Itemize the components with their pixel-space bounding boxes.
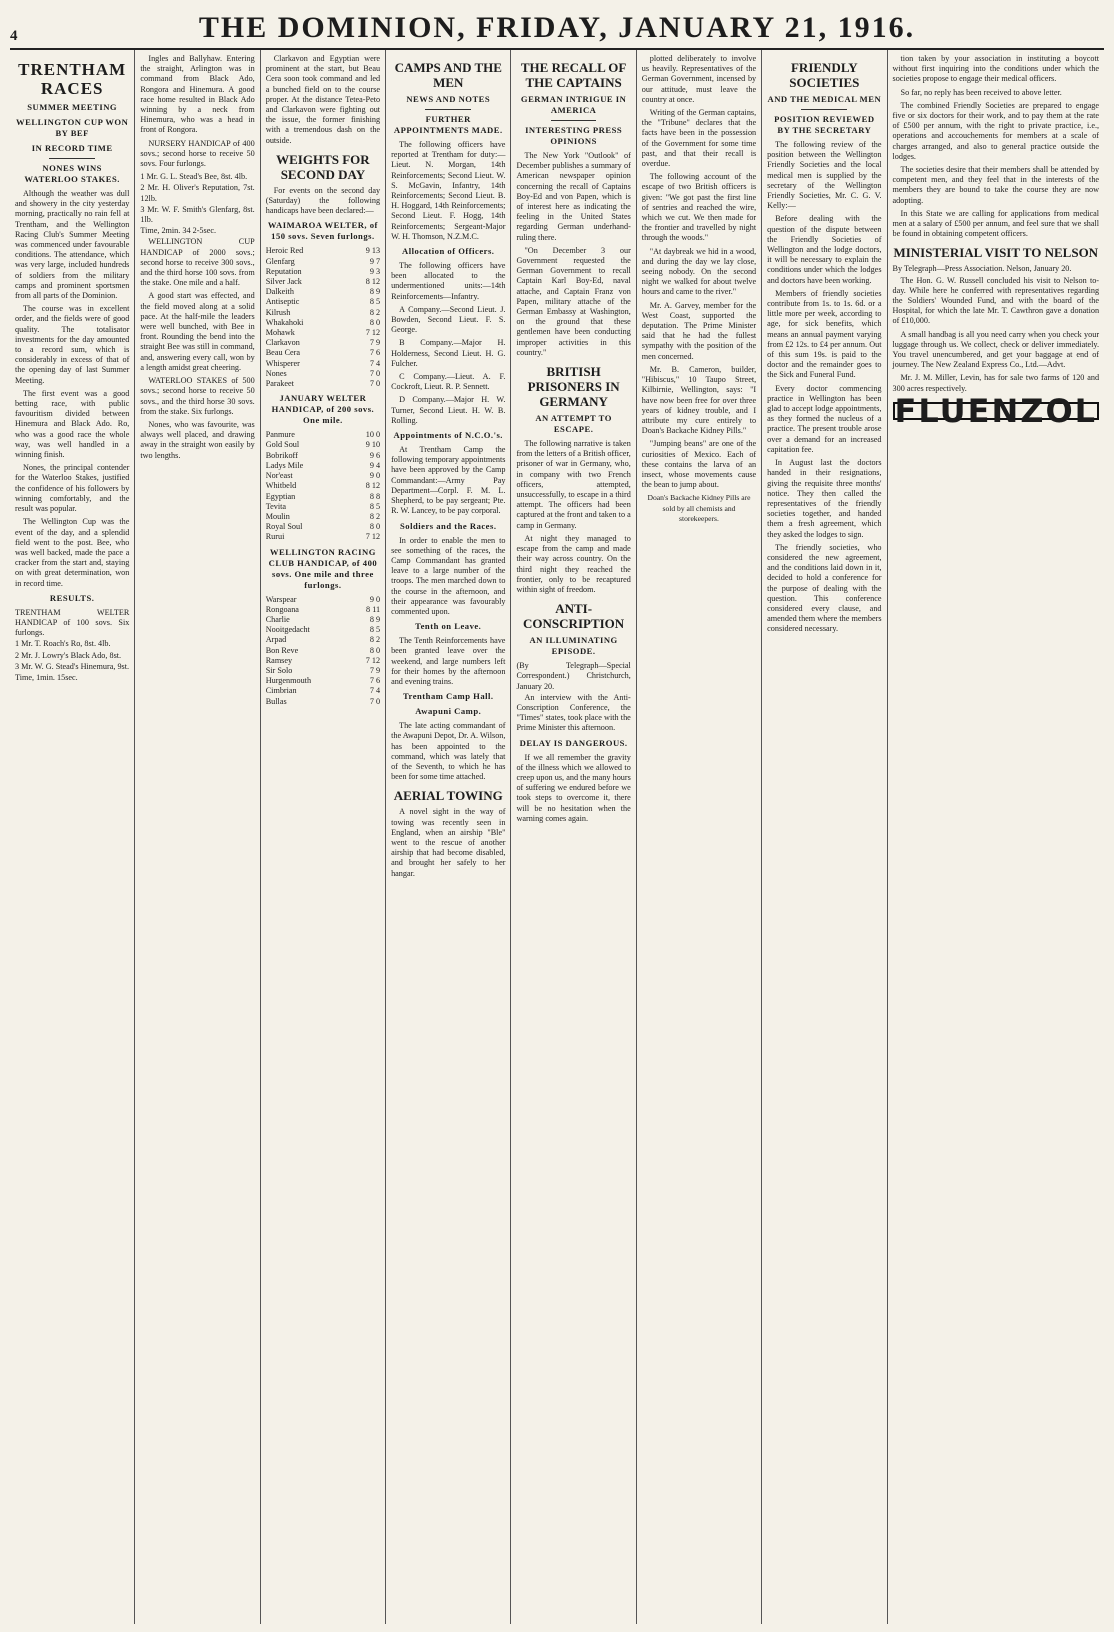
article-paragraph: The combined Friendly Societies are prepared to engage five or six doctors for their work, and to pay them at the rate of £500 per annum, with the right to private practice, i.e., operations and accouchements for members at a scale of charges arranged, and also to general practice outside the lodges. bbox=[892, 100, 1100, 161]
subhead: GERMAN INTRIGUE IN AMERICA bbox=[520, 94, 627, 115]
article-paragraph: So far, no reply has been received to above letter. bbox=[900, 87, 1062, 97]
weight-entry bbox=[266, 502, 380, 512]
weight-entry bbox=[266, 512, 380, 522]
column-2 bbox=[135, 50, 260, 1624]
article-paragraph: The following officers have reported at Trentham for duty:—Lieut. N. Morgan, 14th Reinforcements; Second Lieut. W. S. McGavin, Infantry, 14th Reinforcements; Second Lieut. B. H. Hoggard, 14th Reinforcements; Second Lieut. F. Hogg, 14th Reinforcements; Sergeant-Major W. H. Thomson, N.Z.M.C. bbox=[391, 140, 506, 241]
article-paragraph: The friendly societies, who considered the new agreement, and the conditions laid down in it, decided to hold a conference for the purpose of dealing with the question. This conference considered every clause, and amended them where the members considered necessary. bbox=[767, 542, 882, 634]
weight-entry bbox=[266, 666, 380, 676]
horse-name: Ladys Mile bbox=[265, 460, 304, 470]
horse-weight: 8 2 bbox=[369, 635, 381, 645]
horse-name: Glenfarg bbox=[265, 256, 295, 266]
weights-list bbox=[266, 246, 380, 389]
article-paragraph: The Wellington Cup was the event of the day, and a splendid field went to the post. Bee, who was well backed, made the pace a cracker from the start and, staying on with great determination, won in record time. bbox=[15, 517, 130, 588]
section-heading: Tenth on Leave. bbox=[415, 621, 482, 632]
article-paragraph: Ingles and Ballyhaw. Entering the straight, Arlington was in command from Black Ado, Rongora and Hinemura. A good race home resulted in Black Ado winning by a neck from Hinemura, who was a head in front of Rongora. bbox=[140, 54, 255, 135]
result-line: 1 Mr. T. Roach's Ro, 8st. 4lb. bbox=[15, 639, 111, 649]
horse-name: Egyptian bbox=[265, 491, 296, 501]
headline-prisoners: BRITISH PRISONERS IN GERMANY bbox=[527, 364, 620, 410]
weight-entry bbox=[266, 308, 380, 318]
horse-name: Hurgenmouth bbox=[265, 676, 312, 686]
horse-name: Sir Solo bbox=[265, 665, 293, 675]
article-paragraph: Clarkavon and Egyptian were prominent at the start, but Beau Cera soon took command and led a bunched field on to the course proper. At the distance Tetea-Peto and Clarkavon were fighting out the issue, the former finishing with a tremendous dash on the outside. bbox=[265, 54, 381, 145]
horse-name: Ramsey bbox=[265, 655, 293, 665]
horse-name: Moulin bbox=[265, 511, 290, 521]
horse-weight: 7 12 bbox=[365, 328, 381, 338]
horse-weight: 9 7 bbox=[369, 256, 381, 266]
article-paragraph: In this State we are calling for applications from medical men at a salary of £500 per annum, and feel sure that we shall be found in obtaining competent officers. bbox=[892, 208, 1100, 239]
section-heading: Allocation of Officers. bbox=[402, 246, 495, 257]
subhead: NEWS AND NOTES bbox=[406, 94, 491, 104]
weight-entry bbox=[266, 267, 380, 277]
column-4 bbox=[386, 50, 511, 1624]
horse-weight: 7 12 bbox=[365, 532, 381, 542]
column-7 bbox=[762, 50, 887, 1624]
weight-entry bbox=[266, 348, 380, 358]
horse-name: Clarkavon bbox=[265, 338, 300, 348]
article-paragraph: C Company.—Lieut. A. F. Cockroft, Lieut. R. P. Sennett. bbox=[391, 372, 506, 392]
horse-name: Nooitgedacht bbox=[265, 625, 310, 635]
article-paragraph: "On December 3 our Government requested the German Government to recall Captain Karl Boy-Ed, naval attache, and Captain Franz von Papen, military attache of the German Embassy at Washington, on the ground that these gentlemen have been conducting improper activities in this country." bbox=[516, 245, 631, 357]
weight-entry bbox=[266, 277, 380, 287]
horse-weight: 9 13 bbox=[365, 246, 381, 256]
page-number: 4 bbox=[10, 28, 18, 44]
result-line: 2 Mr. H. Oliver's Reputation, 7st. 12lb. bbox=[140, 183, 255, 203]
columns bbox=[10, 50, 1104, 1624]
section-heading: Trentham Camp Hall. bbox=[402, 691, 494, 702]
weight-entry bbox=[266, 471, 380, 481]
result-line: 1 Mr. G. L. Stead's Bee, 8st. 4lb. bbox=[140, 172, 248, 182]
subhead: AND THE MEDICAL MEN bbox=[767, 94, 882, 104]
weight-entry bbox=[266, 451, 380, 461]
column-6 bbox=[637, 50, 762, 1624]
article-paragraph: The course was in excellent order, and the fields were of good quality. The totalisator investments for the day amounted to a record sum, which is considerably in excess of that of the opening day of last Summer Meeting. bbox=[15, 304, 130, 385]
article-paragraph: plotted deliberately to involve us heavily. Representatives of the German Government, incensed by our attitude, must leave the country at once. bbox=[641, 54, 757, 104]
result-line: Time, 1min. 15sec. bbox=[15, 672, 78, 682]
horse-weight: 7 0 bbox=[369, 379, 381, 389]
horse-weight: 9 10 bbox=[365, 440, 381, 450]
horse-name: Bobrikoff bbox=[265, 450, 298, 460]
article-paragraph: A novel sight in the way of towing was recently seen in England, when an airship "Ble" went to the rescue of another airship that had become disabled, and brought her safely to her hangar. bbox=[391, 807, 506, 878]
subhead: INTERESTING PRESS OPINIONS bbox=[525, 125, 623, 146]
horse-weight: 9 0 bbox=[369, 471, 381, 481]
horse-name: Dalkeith bbox=[265, 287, 294, 297]
article-paragraph: The late acting commandant of the Awapuni Depot, Dr. A. Wilson, has been appointed to the command, which was lately that of the Seventh, to which he has been for some time attached. bbox=[391, 721, 506, 782]
headline-recall: THE RECALL OF THE CAPTAINS bbox=[520, 60, 627, 90]
section-heading: Appointments of N.C.O.'s. bbox=[393, 430, 503, 441]
horse-name: Beau Cera bbox=[265, 348, 301, 358]
article-paragraph: At Trentham Camp the following temporary appointments have been approved by the Camp Commandant:—Army Pay Department—Corpl. F. M. L. Shepherd, to be pay sergeant; Pte. R. W. Lancey, to be pay corporal. bbox=[391, 445, 506, 516]
subhead: POSITION REVIEWED BY THE SECRETARY bbox=[774, 114, 875, 135]
article-paragraph: Before dealing with the question of the dispute between the Friendly Societies of Wellington and the lodge doctors, it will be necessary to explain the conditions under which the lodges and doctors have been working. bbox=[767, 214, 882, 285]
horse-weight: 7 9 bbox=[369, 338, 381, 348]
article-paragraph: The New York "Outlook" of December publishes a summary of American newspaper opinion concerning the recall of Captains Boy-Ed and von Papen, which is of interest here as indicating the feeling in the United States regarding German underhand-ruling there. bbox=[516, 151, 631, 242]
weight-entry bbox=[266, 625, 380, 635]
subhead: NONES WINS WATERLOO STAKES. bbox=[24, 163, 120, 184]
result-line: 2 Mr. J. Lowry's Black Ado, 8st. bbox=[15, 650, 122, 660]
weight-entry bbox=[266, 338, 380, 348]
horse-weight: 7 6 bbox=[369, 676, 381, 686]
weight-entry bbox=[266, 676, 380, 686]
article-paragraph: The following review of the position between the Wellington Friendly Societies and the local medical men is supplied by the secretary of the Wellington Friendly Societies, Mr. C. G. V. Kelly:— bbox=[767, 140, 882, 211]
horse-name: Antiseptic bbox=[265, 297, 300, 307]
article-paragraph: NURSERY HANDICAP of 400 sovs.; second horse to receive 50 sovs. Four furlongs. bbox=[140, 138, 255, 169]
article-paragraph: WELLINGTON CUP HANDICAP of 2000 sovs.; second horse to receive 300 sovs., and the third horse 100 sovs. from the stake. One mile and a half. bbox=[140, 237, 255, 288]
horse-weight: 9 3 bbox=[369, 266, 381, 276]
article-paragraph: Mr. B. Cameron, builder, "Hibiscus," 10 Taupo Street, Kilbirnie, Wellington, says: "I have now been free for over three years of kidney trouble, and I attribute my cure entirely to Doan's Backache Kidney Pills." bbox=[641, 364, 757, 436]
weight-entry bbox=[266, 656, 380, 666]
handicap-heading: WELLINGTON RACING CLUB HANDICAP, of 400 sovs. One mile and three furlongs. bbox=[268, 546, 378, 590]
horse-weight: 8 8 bbox=[369, 491, 381, 501]
handicap-heading: WAIMAROA WELTER, of 150 sovs. Seven furlongs. bbox=[267, 220, 378, 242]
article-paragraph: Nones, who was favourite, was always well placed, and drawing away in the straight won easily by two lengths. bbox=[140, 419, 255, 460]
horse-weight: 8 11 bbox=[366, 604, 381, 614]
article-paragraph: Every doctor commencing practice in Wellington has been glad to accept lodge appointments, as they formed the nucleus of a practice. The present trouble arose over a demand for an increased capitation fee. bbox=[767, 383, 882, 454]
horse-weight: 9 6 bbox=[369, 450, 381, 460]
headline-camps: CAMPS AND THE MEN bbox=[394, 60, 502, 90]
horse-weight: 8 12 bbox=[365, 481, 381, 491]
weight-entry bbox=[266, 287, 380, 297]
horse-name: Warspear bbox=[265, 594, 297, 604]
subhead: FURTHER APPOINTMENTS MADE. bbox=[393, 114, 503, 135]
weight-entry bbox=[266, 430, 380, 440]
article-paragraph: The following officers have been allocated to the undermentioned units:—14th Reinforcements—Infantry. bbox=[391, 261, 506, 301]
result-line: 3 Mr. W. F. Smith's Glenfarg, 8st. 1lb. bbox=[140, 204, 255, 225]
article-paragraph: The societies desire that their members shall be attended by competent men, and they feel that in the interests of the members they are bound to take the course they are now adopting. bbox=[892, 165, 1100, 205]
headline-anti-conscription: ANTI-CONSCRIPTION bbox=[523, 601, 625, 632]
horse-name: Silver Jack bbox=[265, 277, 302, 287]
horse-weight: 8 5 bbox=[369, 297, 381, 307]
horse-weight: 7 12 bbox=[365, 655, 381, 665]
horse-name: Reputation bbox=[265, 266, 302, 276]
column-3 bbox=[261, 50, 386, 1624]
horse-name: Heroic Red bbox=[265, 246, 304, 256]
result-line: Time, 2min. 34 2-5sec. bbox=[140, 226, 217, 236]
section-heading: DELAY IS DANGEROUS. bbox=[519, 737, 628, 748]
headline-aerial-towing: AERIAL TOWING bbox=[393, 788, 503, 804]
weight-entry bbox=[266, 595, 380, 605]
article-paragraph: If we all remember the gravity of the illness which we allowed to creep upon us, and the many hours of suffering we endured before we took steps to overcome it, there will be no hesitation when the warning comes again. bbox=[516, 752, 631, 823]
section-heading: Soldiers and the Races. bbox=[400, 520, 497, 531]
horse-name: Whakahoki bbox=[265, 317, 304, 327]
horse-weight: 7 9 bbox=[369, 665, 381, 675]
byline: By Telegraph—Press Association. Nelson, January 20. bbox=[892, 264, 1072, 274]
horse-weight: 7 0 bbox=[369, 696, 381, 706]
horse-weight: 7 0 bbox=[369, 368, 381, 378]
handicap-heading: JANUARY WELTER HANDICAP, of 200 sovs. One mile. bbox=[271, 393, 375, 426]
column-1 bbox=[10, 50, 135, 1624]
article-paragraph: Mr. A. Garvey, member for the West Coast, supported the deputation. The Prime Minister said that he had the fullest sympathy with the position of the men concerned. bbox=[641, 300, 757, 361]
article-paragraph: Members of friendly societies contribute from 1s. to 1s. 6d. or a little more per week, according to age, for sick benefits, which means an annual payment varying from £2 12s. to £4 per annum. Out of this sum 19s. is paid to the doctor and the remainder goes to the Sick and Funeral Fund. bbox=[767, 288, 882, 380]
horse-name: Whisperer bbox=[265, 358, 300, 368]
column-5 bbox=[511, 50, 636, 1624]
horse-weight: 9 4 bbox=[369, 460, 381, 470]
horse-name: Nones bbox=[265, 368, 287, 378]
horse-name: Royal Soul bbox=[265, 522, 303, 532]
horse-weight: 8 9 bbox=[369, 614, 381, 624]
result-line: TRENTHAM WELTER HANDICAP of 100 sovs. Six furlongs. bbox=[15, 607, 130, 638]
weight-entry bbox=[266, 697, 380, 707]
horse-weight: 8 0 bbox=[369, 645, 381, 655]
subhead: IN RECORD TIME bbox=[31, 143, 113, 153]
weight-entry bbox=[266, 359, 380, 369]
horse-weight: 8 0 bbox=[369, 522, 381, 532]
weight-entry bbox=[266, 522, 380, 532]
article-paragraph: At night they managed to escape from the camp and made their way across country. On the third night they reached the frontier, only to be recaptured within sight of freedom. bbox=[516, 533, 631, 594]
horse-name: Panmure bbox=[265, 430, 295, 440]
column-8 bbox=[888, 50, 1105, 1624]
weights-list bbox=[266, 430, 380, 542]
horse-name: Parakeet bbox=[265, 379, 294, 389]
masthead bbox=[10, 6, 1104, 50]
horse-weight: 7 6 bbox=[369, 348, 381, 358]
weight-entry bbox=[266, 440, 380, 450]
subhead: WELLINGTON CUP WON BY BEF bbox=[16, 117, 129, 138]
horse-name: Mohawk bbox=[265, 328, 295, 338]
byline: (By Telegraph—Special Correspondent.) Christchurch, January 20. bbox=[516, 661, 631, 691]
subhead: AN ILLUMINATING EPISODE. bbox=[529, 635, 618, 657]
article-paragraph: Writing of the German captains, the "Tribune" declares that the facts have been in the possession of the Government for some time past, and that their recall is overdue. bbox=[641, 108, 757, 169]
article-paragraph: B Company.—Major H. Holderness, Second Lieut. H. G. Fulcher. bbox=[391, 338, 506, 368]
weight-entry bbox=[266, 379, 380, 389]
weight-entry bbox=[266, 635, 380, 645]
article-paragraph: D Company.—Major H. W. Turner, Second Lieut. H. W. B. Rolling. bbox=[391, 395, 506, 425]
horse-name: Whitbeld bbox=[265, 481, 297, 491]
weights-list bbox=[266, 595, 380, 707]
horse-weight: 10 0 bbox=[365, 430, 381, 440]
horse-name: Nor'east bbox=[265, 471, 293, 481]
section-heading: Awapuni Camp. bbox=[415, 706, 482, 717]
weight-entry bbox=[266, 297, 380, 307]
subhead: AN ATTEMPT TO ESCAPE. bbox=[535, 413, 612, 435]
weight-entry bbox=[266, 318, 380, 328]
horse-name: Charlie bbox=[265, 614, 290, 624]
fluenzol-advertisement: FLUENZOL bbox=[894, 391, 1098, 430]
article-paragraph: A good start was effected, and the field moved along at a solid pace. At the half-mile the leaders were well bunched, with Bee in front. Rounding the bend into the straight Bee was still in command, and, answering every call, won by a length amidst great cheering. bbox=[140, 291, 255, 372]
result-line: 3 Mr. W. G. Stead's Hinemura, 9st. bbox=[15, 661, 130, 671]
advertisement-text: Doan's Backache Kidney Pills are sold by all chemists and storekeepers. bbox=[647, 493, 751, 523]
headline-weights: WEIGHTS FOR SECOND DAY bbox=[276, 151, 370, 182]
intro-paragraph: For events on the second day (Saturday) the following handicaps have been declared:— bbox=[265, 185, 381, 216]
horse-weight: 8 0 bbox=[369, 317, 381, 327]
small-item: A small handbag is all you need carry when you check your luggage through us. We collect, check or deliver immediately. You travel unencumbered, and get your baggage at end of journey. The New Zealand Express Co., Ltd.—Advt. bbox=[892, 329, 1100, 370]
horse-weight: 9 0 bbox=[369, 594, 381, 604]
article-paragraph: WATERLOO STAKES of 500 sovs.; second horse to receive 50 sovs., and the third horse 30 sovs. from the stake. Six furlongs. bbox=[140, 376, 255, 416]
horse-name: Bullas bbox=[265, 696, 287, 706]
horse-name: Rongoana bbox=[265, 604, 299, 614]
article-paragraph: The following account of the escape of two British officers is given: "We got past the first line of sentries and reached the wire, which we cut. We then made for the frontier and travelled by night through the woods." bbox=[641, 172, 757, 243]
horse-name: Rurui bbox=[265, 532, 285, 542]
weight-entry bbox=[266, 246, 380, 256]
article-paragraph: Although the weather was dull and showery in the city yesterday morning, practically no rain fell at Trentham, and the Wellington Racing Club's Summer Meeting was commenced under favourable conditions. The attendance, which was very large, included hundreds of soldiers from the military camps and prominent sportsmen from all parts of the Dominion. bbox=[15, 189, 130, 301]
weight-entry bbox=[266, 686, 380, 696]
weight-entry bbox=[266, 615, 380, 625]
horse-weight: 8 5 bbox=[369, 625, 381, 635]
article-paragraph: The following narrative is taken from the letters of a British officer, prisoner of war in Germany, who, in company with two French officers, attempted, unsuccessfully, to escape in a third attempt. The officers had been captured at the front and taken to a camp in Germany. bbox=[516, 439, 631, 530]
article-paragraph: The first event was a good betting race, with public favouritism divided between Hinemura and Black Ado. Ro, who was a good race the whole way, was well handled in a winning finish. bbox=[15, 388, 130, 460]
headline-friendly-societies: FRIENDLY SOCIETIES bbox=[789, 60, 860, 90]
article-paragraph: The Hon. G. W. Russell concluded his visit to Nelson to-day. While here he conferred with representatives regarding the Soldiers' Wounded Fund, and with the board of the Hospital, for which the late Mr. T. Cawthron gave a donation of £10,000. bbox=[892, 275, 1100, 326]
article-paragraph: "At daybreak we hid in a wood, and during the day we lay close, seeing nobody. On the second night we walked for about twelve hours and came to the river." bbox=[641, 246, 757, 297]
small-item: Mr. J. M. Miller, Levin, has for sale two farms of 120 and 300 acres respectively. bbox=[892, 373, 1100, 393]
headline-trentham-races: TRENTHAM RACES bbox=[18, 60, 127, 98]
weight-entry bbox=[266, 532, 380, 542]
weight-entry bbox=[266, 481, 380, 491]
article-paragraph: Nones, the principal contender for the Waterloo Stakes, justified the confidence of his followers by winning comfortably, and the result was popular. bbox=[15, 463, 130, 514]
horse-weight: 8 5 bbox=[369, 501, 381, 511]
horse-name: Kilrush bbox=[265, 307, 291, 317]
weight-entry bbox=[266, 369, 380, 379]
subhead: SUMMER MEETING bbox=[27, 102, 118, 112]
horse-weight: 8 2 bbox=[369, 307, 381, 317]
horse-weight: 8 9 bbox=[369, 287, 381, 297]
weight-entry bbox=[266, 257, 380, 267]
weight-entry bbox=[266, 461, 380, 471]
article-paragraph: A Company.—Second Lieut. J. Bowden, Second Lieut. F. S. George. bbox=[391, 304, 506, 335]
horse-name: Bon Reve bbox=[265, 645, 299, 655]
results-heading: RESULTS. bbox=[49, 592, 95, 603]
horse-weight: 8 2 bbox=[369, 511, 381, 521]
newspaper-title: THE DOMINION, FRIDAY, JANUARY 21, 1916. bbox=[198, 11, 916, 44]
weight-entry bbox=[266, 328, 380, 338]
horse-name: Arpad bbox=[265, 635, 287, 645]
article-paragraph: tion taken by your association in instituting a boycott without first inquiring into the conditions under which the societies propose to engage their medical officers. bbox=[892, 54, 1100, 84]
headline-ministerial-visit: MINISTERIAL VISIT TO NELSON bbox=[893, 245, 1099, 261]
horse-weight: 7 4 bbox=[369, 686, 381, 696]
horse-name: Gold Soul bbox=[265, 440, 300, 450]
article-paragraph: The Tenth Reinforcements have been granted leave over the weekend, and large numbers left for their homes by the afternoon and evening trains. bbox=[391, 636, 506, 686]
weight-entry bbox=[266, 492, 380, 502]
horse-name: Cimbrian bbox=[265, 686, 297, 696]
weight-entry bbox=[266, 605, 380, 615]
horse-weight: 8 12 bbox=[365, 277, 381, 287]
horse-name: Tevita bbox=[265, 501, 287, 511]
article-paragraph: In August last the doctors handed in their resignations, giving the requisite three months' notice. They then called the representatives of the friendly societies together, and handed them a fresh agreement, which they asked the lodges to sign. bbox=[767, 458, 882, 539]
horse-weight: 7 4 bbox=[369, 358, 381, 368]
article-paragraph: In order to enable the men to see something of the races, the Camp Commandant has granted leave to a large number of the troops. The men marched down to the course in the afternoon, and their appearance was favourably commented upon. bbox=[391, 535, 506, 616]
weight-entry bbox=[266, 646, 380, 656]
article-paragraph: "Jumping beans" are one of the curiosities of Mexico. Each of these contains the larva of an insect, whose movements cause the bean to jump about. bbox=[641, 439, 757, 490]
article-paragraph: An interview with the Anti-Conscription Conference, the "Times" states, took place with the Prime Minister this afternoon. bbox=[516, 692, 631, 733]
